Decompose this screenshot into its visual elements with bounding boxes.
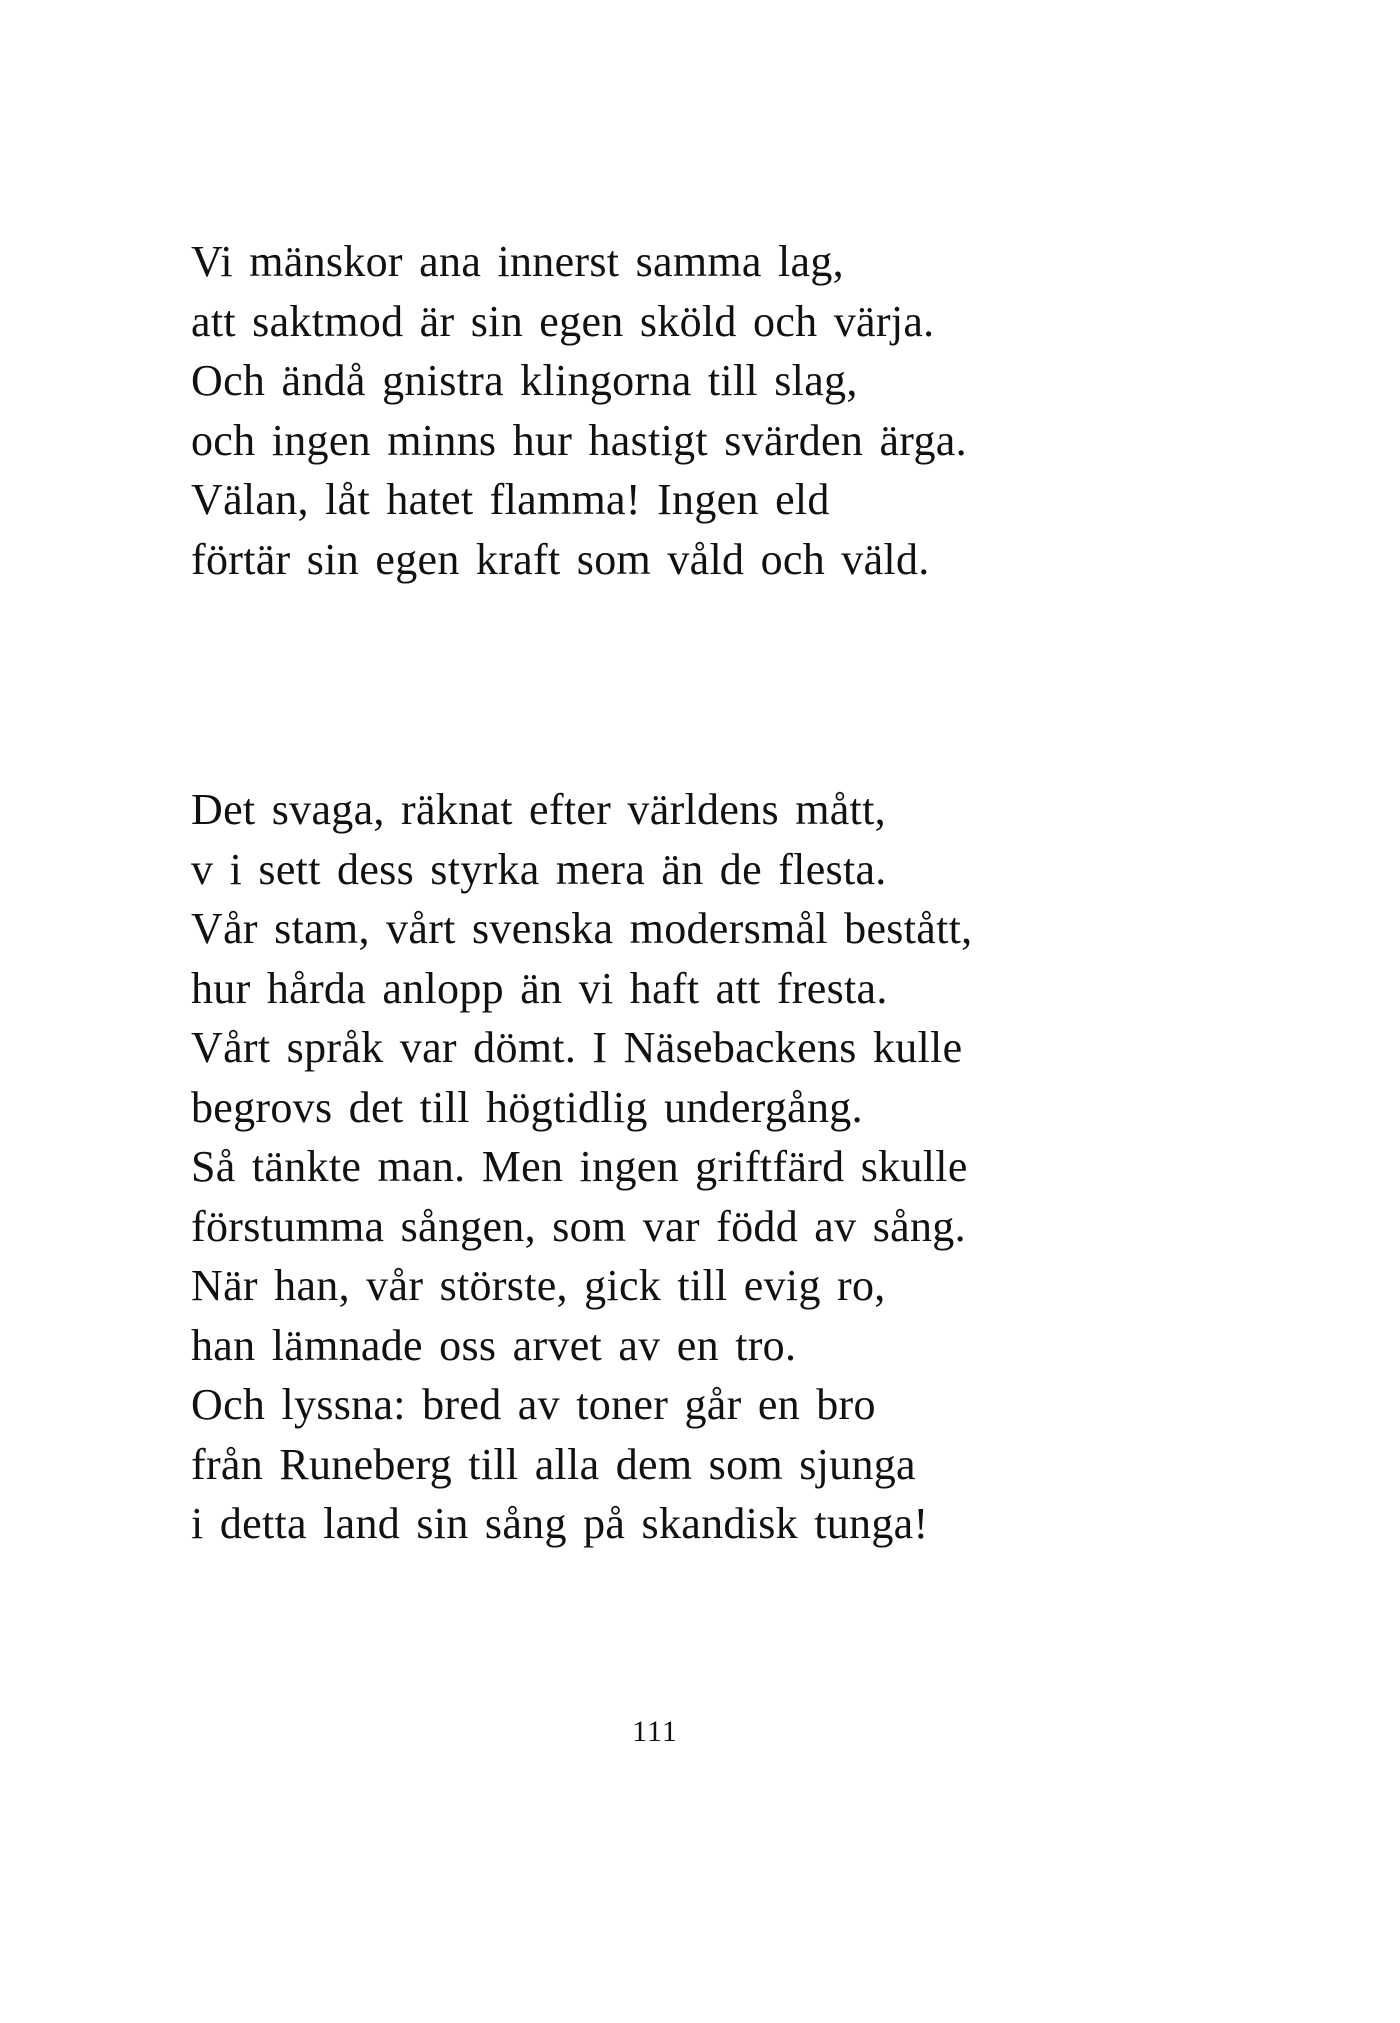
poem-line: Välan, låt hatet flamma! Ingen eld xyxy=(191,475,830,524)
poem-line: från Runeberg till alla dem som sjunga xyxy=(191,1439,916,1489)
poem-line: att saktmod är sin egen sköld och värja. xyxy=(191,296,935,346)
poem-line: Det svaga, räknat efter världens mått, xyxy=(191,785,886,834)
poem-line: förstumma sången, som var född av sång. xyxy=(191,1201,966,1251)
poem-line: Vår stam, vårt svenska modersmål bestått, xyxy=(191,904,973,953)
poem-line: v i sett dess styrka mera än de flesta. xyxy=(191,844,887,894)
poem-line: han lämnade oss arvet av en tro. xyxy=(191,1320,797,1370)
poem-line: Och lyssna: bred av toner går en bro xyxy=(191,1380,876,1429)
stanza-1 xyxy=(191,232,967,589)
poem-line: När han, vår störste, gick till evig ro, xyxy=(191,1261,886,1310)
page-number: 111 xyxy=(632,1715,678,1748)
poem-line: Och ändå gnistra klingorna till slag, xyxy=(191,356,858,405)
poem-line: Så tänkte man. Men ingen griftfärd skulle xyxy=(191,1142,968,1191)
poem-line: hur hårda anlopp än vi haft att fresta. xyxy=(191,963,888,1013)
stanza-2 xyxy=(191,780,972,1554)
poem-line: förtär sin egen kraft som våld och väld. xyxy=(191,534,930,584)
poem-line: och ingen minns hur hastigt svärden ärga. xyxy=(191,415,967,465)
poem-line: Vårt språk var dömt. I Näsebackens kulle xyxy=(191,1023,963,1072)
poem-line: Vi mänskor ana innerst samma lag, xyxy=(191,237,844,286)
poem-line: begrovs det till högtidlig undergång. xyxy=(191,1082,863,1132)
poem-line: i detta land sin sång på skandisk tunga! xyxy=(191,1499,929,1548)
